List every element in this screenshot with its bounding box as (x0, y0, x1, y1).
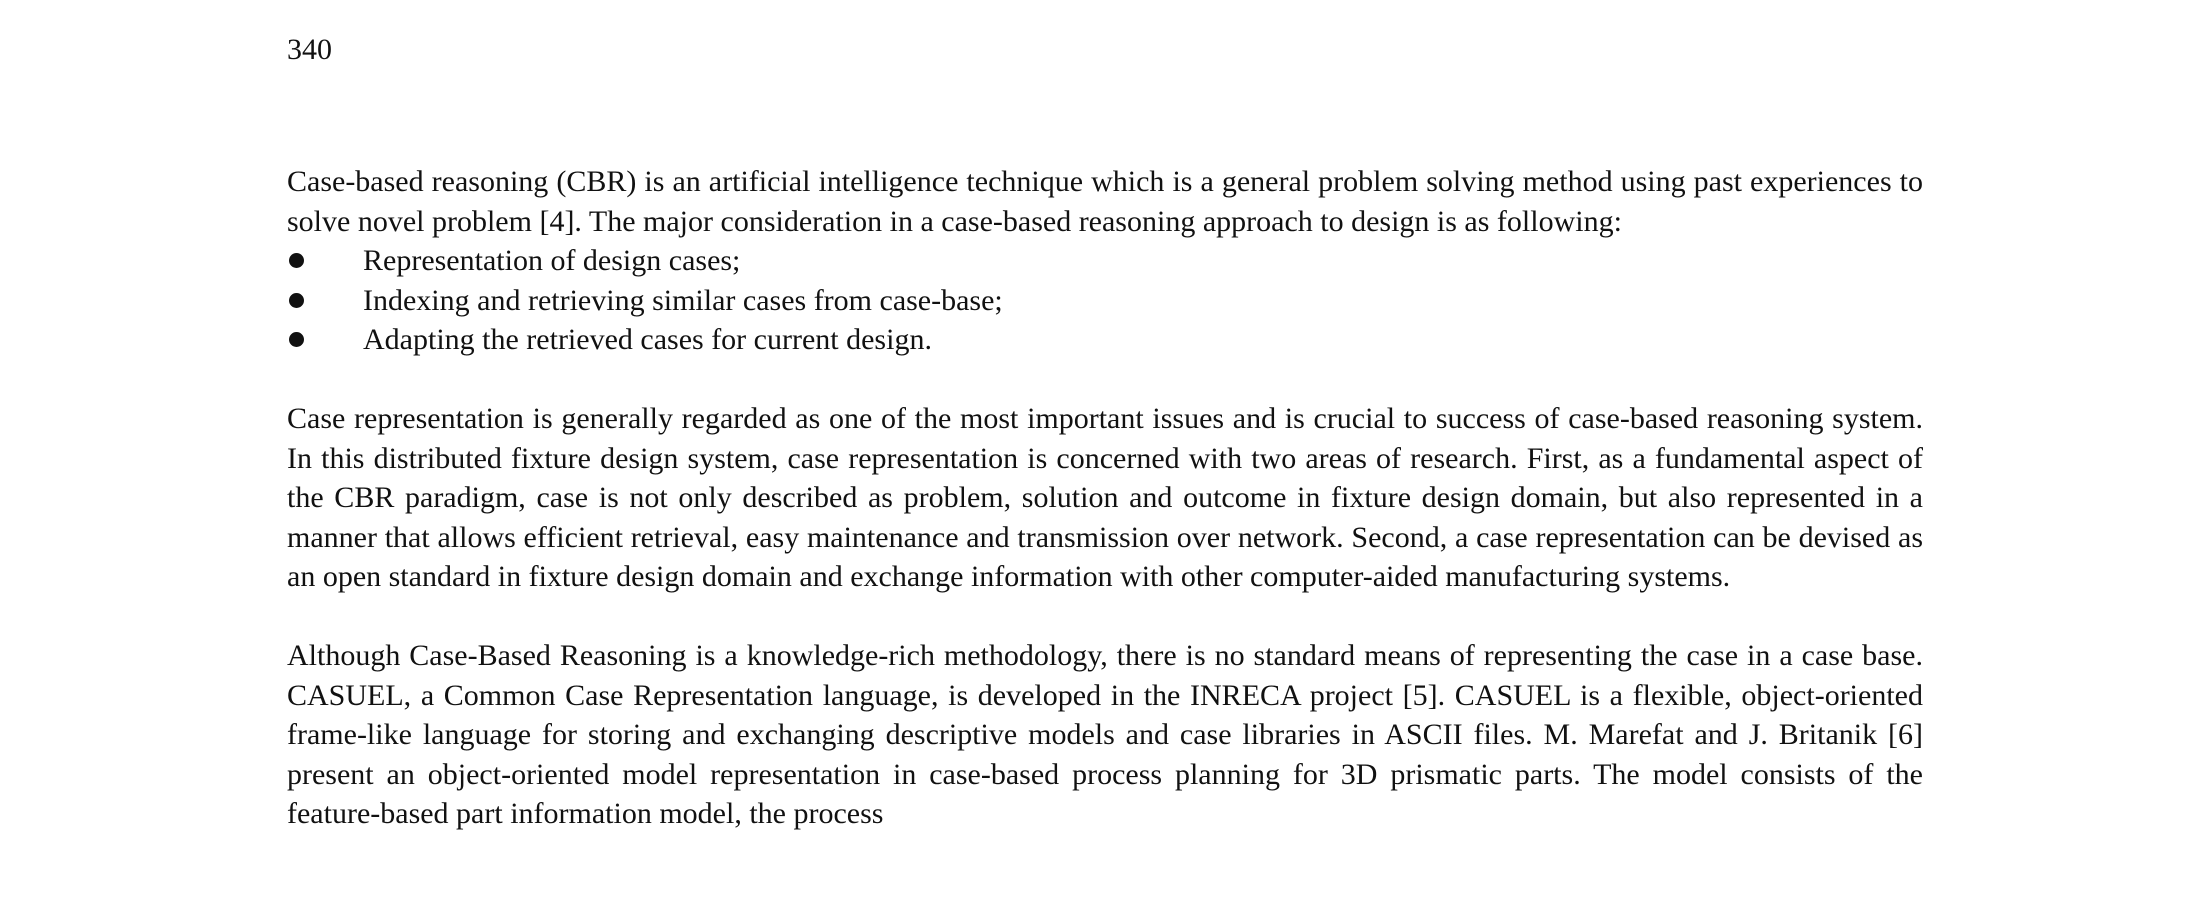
document-body (287, 162, 1923, 834)
design-considerations-list (287, 241, 1923, 360)
list-item (287, 241, 1923, 281)
list-item-text: Indexing and retrieving similar cases from case-base; (363, 283, 1003, 317)
bullet-icon (289, 293, 304, 308)
list-item (287, 281, 1923, 321)
paragraph-case-representation: Case representation is generally regarded as one of the most important issues and is crucial to success of case-based reasoning system. In this distributed fixture design system, case representation is concerned with two areas of research. First, as a fundamental aspect of the CBR paradigm, case is not only described as problem, solution and outcome in fixture design domain, but also represented in a manner that allows efficient retrieval, easy maintenance and transmission over network. Second, a case representation can be devised as an open standard in fixture design domain and exchange information with other computer-aided manufacturing systems. (287, 402, 1923, 593)
paragraph-cbr-intro: Case-based reasoning (CBR) is an artificial intelligence technique which is a general problem solving method using past experiences to solve novel problem [4]. The major consideration in a case-based reasoning approach to design is as following: (287, 165, 1923, 238)
bullet-icon (289, 253, 304, 268)
bullet-icon (289, 332, 304, 347)
list-item (287, 320, 1923, 360)
paragraph-casuel: Although Case-Based Reasoning is a knowledge-rich methodology, there is no standard means of representing the case in a case base. CASUEL, a Common Case Representation language, is developed in the INRECA project [5]. CASUEL is a flexible, object-oriented frame-like language for storing and exchanging descriptive models and case libraries in ASCII files. M. Marefat and J. Britanik [6] present an object-oriented model representation in case-based process planning for 3D prismatic parts. The model consists of the feature-based part information model, the process (287, 639, 1923, 830)
page-number: 340 (287, 33, 332, 66)
list-item-text: Representation of design cases; (363, 244, 741, 277)
list-item-text: Adapting the retrieved cases for current design. (363, 323, 932, 356)
